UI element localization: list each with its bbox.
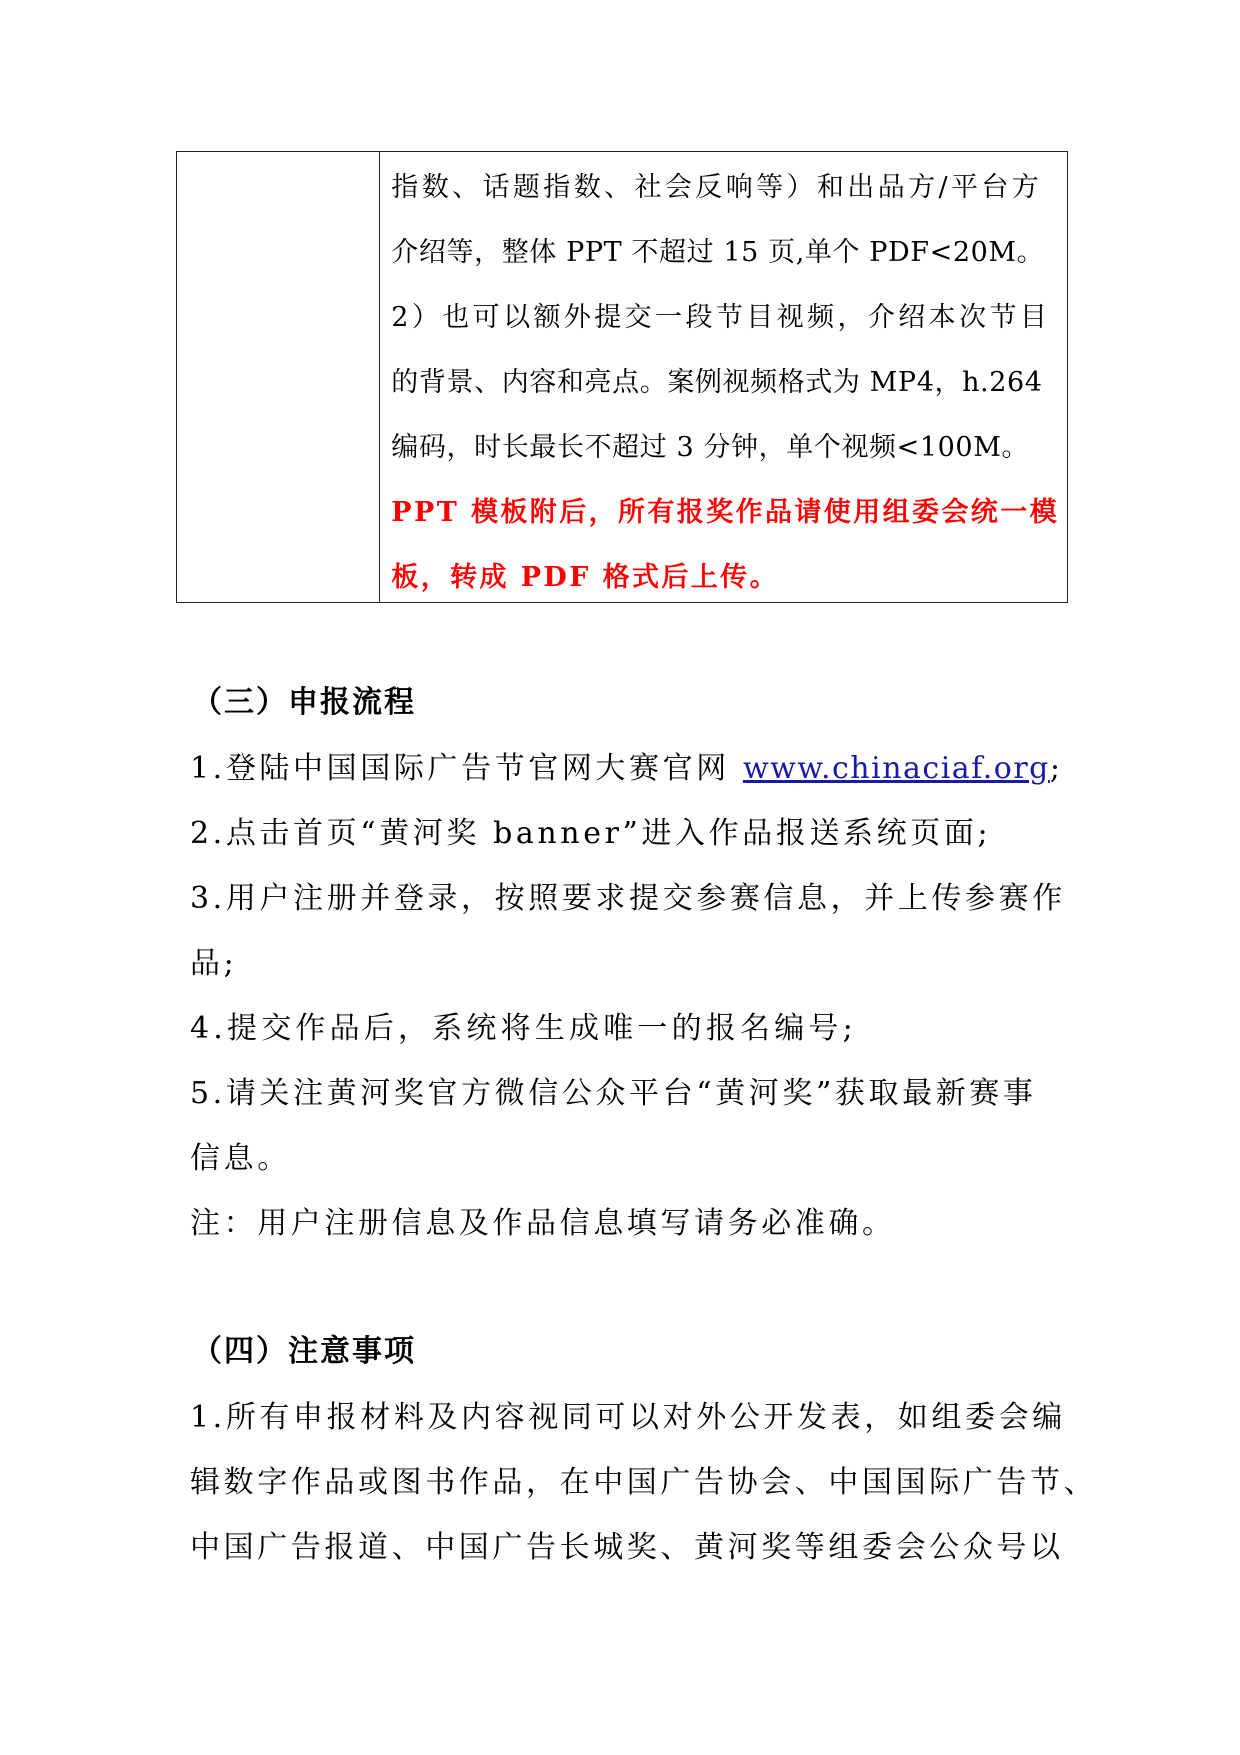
table-left-cell	[177, 152, 380, 602]
step-1-suffix: ;	[1049, 751, 1064, 786]
requirements-table	[176, 151, 1068, 603]
process-step-3: 3.用户注册并登录，按照要求提交参赛信息，并上传参赛作	[190, 881, 1066, 916]
process-step-2: 2.点击首页“黄河奖 banner”进入作品报送系统页面;	[190, 816, 992, 851]
template-note-line: 板，转成 PDF 格式后上传。	[391, 562, 779, 593]
process-step-3-cont: 品;	[190, 946, 238, 981]
section-notes	[190, 1319, 1098, 1580]
official-site-link[interactable]: www.chinaciaf.org	[742, 751, 1050, 786]
table-text-line: 指数、话题指数、社会反响等）和出品方/平台方	[391, 172, 1043, 203]
step-1-text: 1.登陆中国国际广告节官网大赛官网	[190, 751, 743, 786]
table-text-line: 2）也可以额外提交一段节目视频，介绍本次节目	[391, 302, 1051, 333]
process-step-1	[190, 736, 1070, 801]
process-step-4: 4.提交作品后，系统将生成唯一的报名编号;	[190, 1011, 857, 1046]
notes-line: 中国广告报道、中国广告长城奖、黄河奖等组委会公众号以	[190, 1530, 1064, 1565]
template-note-line: PPT 模板附后，所有报奖作品请使用组委会统一模	[391, 497, 1059, 528]
notes-line: 辑数字作品或图书作品，在中国广告协会、中国国际广告节、	[190, 1465, 1098, 1500]
section-heading: （四）注意事项	[192, 1334, 416, 1369]
section-heading: （三）申报流程	[192, 685, 416, 720]
table-right-cell	[380, 152, 1067, 602]
process-step-5-cont: 信息。	[190, 1141, 291, 1176]
table-text-line: 介绍等，整体 PPT 不超过 15 页,单个 PDF<20M。	[391, 237, 1045, 268]
section-application-process	[190, 670, 1070, 1256]
process-note: 注：用户注册信息及作品信息填写请务必准确。	[190, 1206, 896, 1241]
table-text-line: 的背景、内容和亮点。案例视频格式为 MP4，h.264	[391, 367, 1043, 398]
process-step-5: 5.请关注黄河奖官方微信公众平台“黄河奖”获取最新赛事	[190, 1076, 1037, 1111]
notes-line: 1.所有申报材料及内容视同可以对外公开发表，如组委会编	[190, 1400, 1066, 1435]
table-text-line: 编码，时长最长不超过 3 分钟，单个视频<100M。	[391, 432, 1030, 463]
